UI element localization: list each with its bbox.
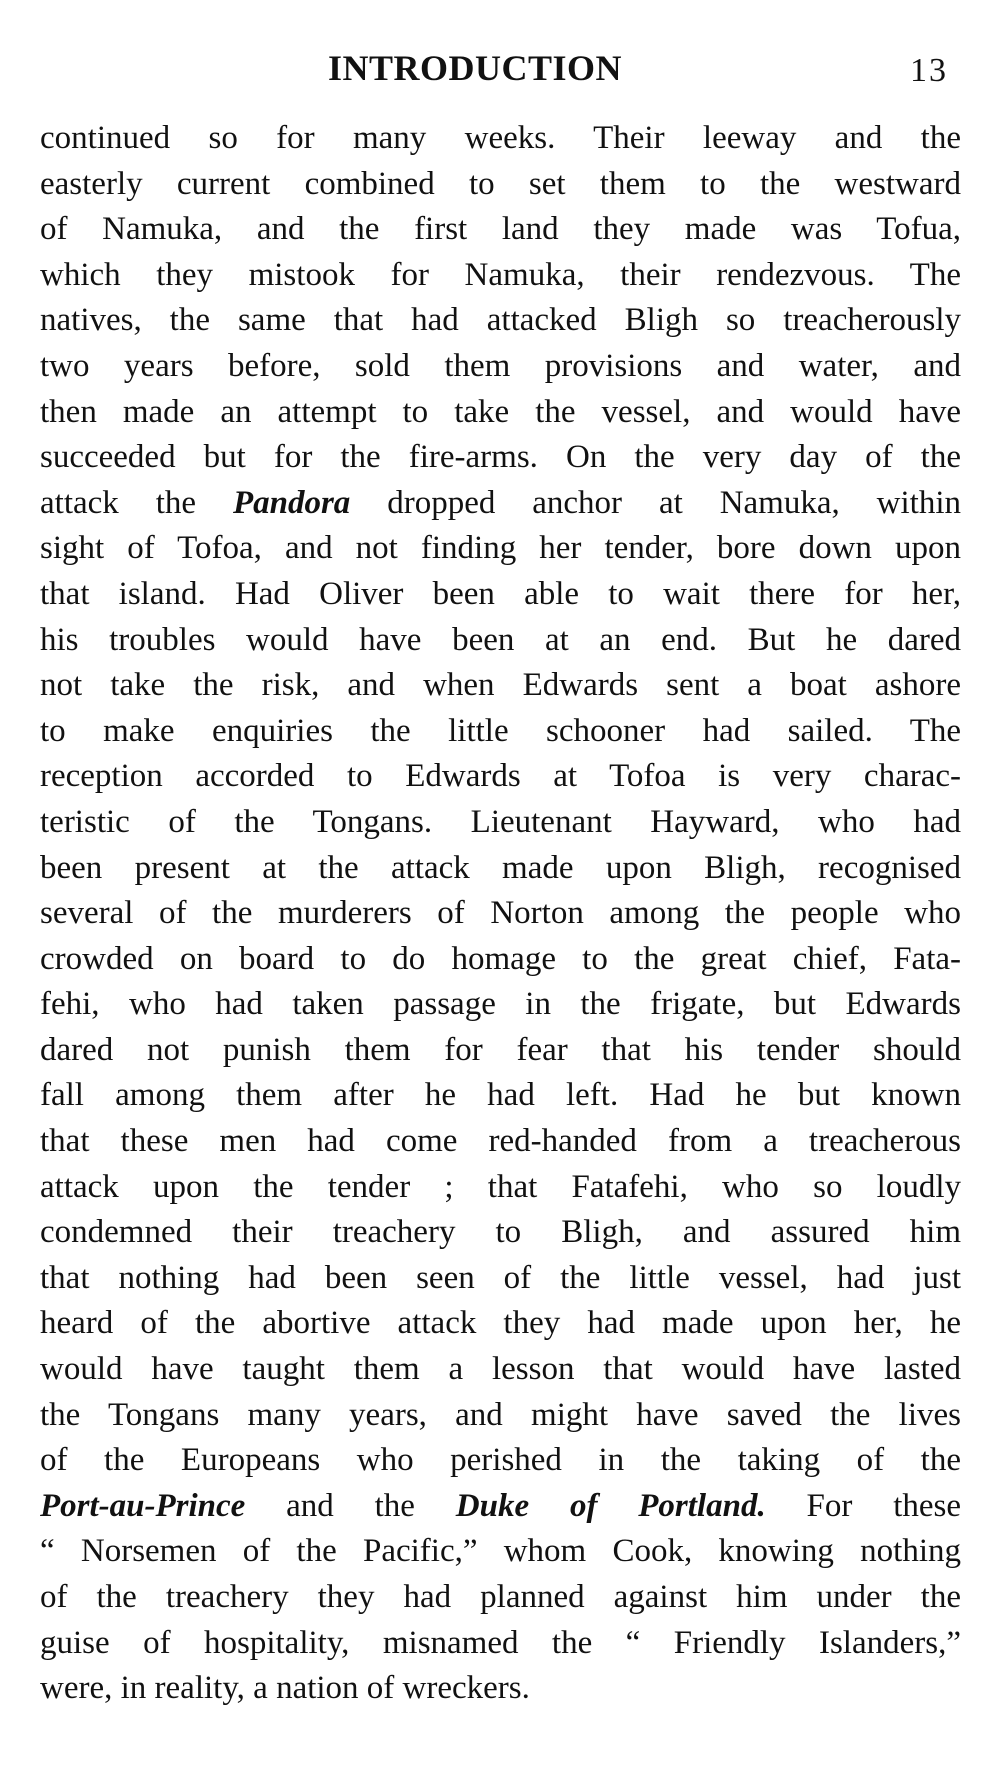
- text-run: teristic of the Tongans. Lieutenant Hayward, who had: [40, 803, 961, 840]
- text-line: [40, 390, 961, 436]
- text-line: [40, 1028, 961, 1074]
- text-run: to make enquiries the little schooner had sailed. The: [40, 712, 961, 749]
- text-line: [40, 435, 961, 481]
- text-run: continued so for many weeks. Their leeway and the: [40, 120, 961, 156]
- text-line: [40, 1165, 961, 1211]
- text-line: [40, 1393, 961, 1439]
- text-run: which they mistook for Namuka, their rendezvous. The: [40, 256, 961, 293]
- text-run: natives, the same that had attacked Bligh so treacherously: [40, 302, 961, 339]
- text-line: [40, 1347, 961, 1393]
- running-head-title: INTRODUCTION: [328, 48, 623, 88]
- text-line: [40, 1073, 961, 1119]
- text-line: [40, 298, 961, 344]
- text-run: the Tongans many years, and might have saved the lives: [40, 1396, 961, 1433]
- text-line: [40, 1529, 961, 1575]
- text-line: [40, 207, 961, 253]
- text-run: For these: [765, 1487, 962, 1524]
- text-run: attack upon the tender ; that Fatafehi, who so loudly: [40, 1168, 961, 1205]
- text-run: attack the: [40, 484, 233, 521]
- italic-title: Duke of Portland.: [455, 1487, 766, 1524]
- text-run: then made an attempt to take the vessel, and would have: [40, 393, 961, 430]
- text-run: fehi, who had taken passage in the frigate, but Edwards: [40, 986, 961, 1023]
- text-run: two years before, sold them provisions and water, and: [40, 347, 961, 384]
- text-line: [40, 663, 961, 709]
- text-run: several of the murderers of Norton among the people who: [40, 895, 961, 932]
- text-line: [40, 1575, 961, 1621]
- text-run: easterly current combined to set them to the westward: [40, 165, 961, 202]
- text-line: [40, 481, 961, 527]
- text-line: [40, 162, 961, 208]
- text-line: [40, 846, 961, 892]
- text-line: [40, 800, 961, 846]
- text-line: [40, 709, 961, 755]
- text-run: sight of Tofoa, and not finding her tender, bore down upon: [40, 530, 961, 567]
- text-run: dropped anchor at Namuka, within: [350, 484, 961, 521]
- text-run: that these men had come red-handed from a treacherous: [40, 1123, 961, 1160]
- text-line: [40, 982, 961, 1028]
- text-line: [40, 937, 961, 983]
- running-head: [0, 46, 1000, 96]
- text-run: were, in reality, a nation of wreckers.: [40, 1670, 530, 1707]
- text-line: [40, 1210, 961, 1256]
- text-run: condemned their treachery to Bligh, and assured him: [40, 1214, 961, 1251]
- text-line: [40, 1119, 961, 1165]
- text-run: and the: [245, 1487, 456, 1524]
- text-run: of the Europeans who perished in the taking of the: [40, 1442, 961, 1479]
- text-run: of Namuka, and the first land they made was Tofua,: [40, 211, 961, 248]
- text-run: succeeded but for the fire-arms. On the very day of the: [40, 439, 961, 476]
- text-line: [40, 1256, 961, 1302]
- text-run: guise of hospitality, misnamed the “ Friendly Islanders,”: [40, 1624, 961, 1661]
- italic-title: Pandora: [232, 484, 351, 521]
- text-run: heard of the abortive attack they had made upon her, he: [40, 1305, 961, 1342]
- text-line: [40, 891, 961, 937]
- text-line: [40, 1438, 961, 1484]
- text-run: would have taught them a lesson that would have lasted: [40, 1351, 961, 1388]
- body-paragraph: [40, 116, 961, 1712]
- text-run: dared not punish them for fear that his tender should: [40, 1031, 961, 1068]
- text-line: [40, 116, 961, 162]
- text-run: not take the risk, and when Edwards sent a boat ashore: [40, 667, 961, 704]
- text-line: [40, 344, 961, 390]
- text-line: [40, 754, 961, 800]
- page-number: 13: [910, 52, 948, 89]
- text-line: [40, 1621, 961, 1667]
- text-line: [40, 1301, 961, 1347]
- text-line: [40, 1484, 961, 1530]
- text-run: that island. Had Oliver been able to wait there for her,: [40, 575, 961, 612]
- text-run: of the treachery they had planned against him under the: [40, 1579, 961, 1615]
- text-run: been present at the attack made upon Bligh, recognised: [40, 849, 961, 886]
- text-line: [40, 618, 961, 664]
- text-line: [40, 1666, 961, 1712]
- text-run: that nothing had been seen of the little vessel, had just: [40, 1259, 961, 1296]
- italic-title: Port-au-Prince: [40, 1487, 246, 1524]
- text-run: “ Norsemen of the Pacific,” whom Cook, knowing nothing: [40, 1533, 961, 1570]
- text-run: crowded on board to do homage to the great chief, Fata-: [40, 940, 961, 977]
- text-line: [40, 526, 961, 572]
- text-line: [40, 572, 961, 618]
- text-run: his troubles would have been at an end. But he dared: [40, 621, 961, 658]
- text-run: fall among them after he had left. Had he but known: [40, 1077, 961, 1114]
- text-line: [40, 253, 961, 299]
- text-run: reception accorded to Edwards at Tofoa is very charac-: [40, 758, 961, 795]
